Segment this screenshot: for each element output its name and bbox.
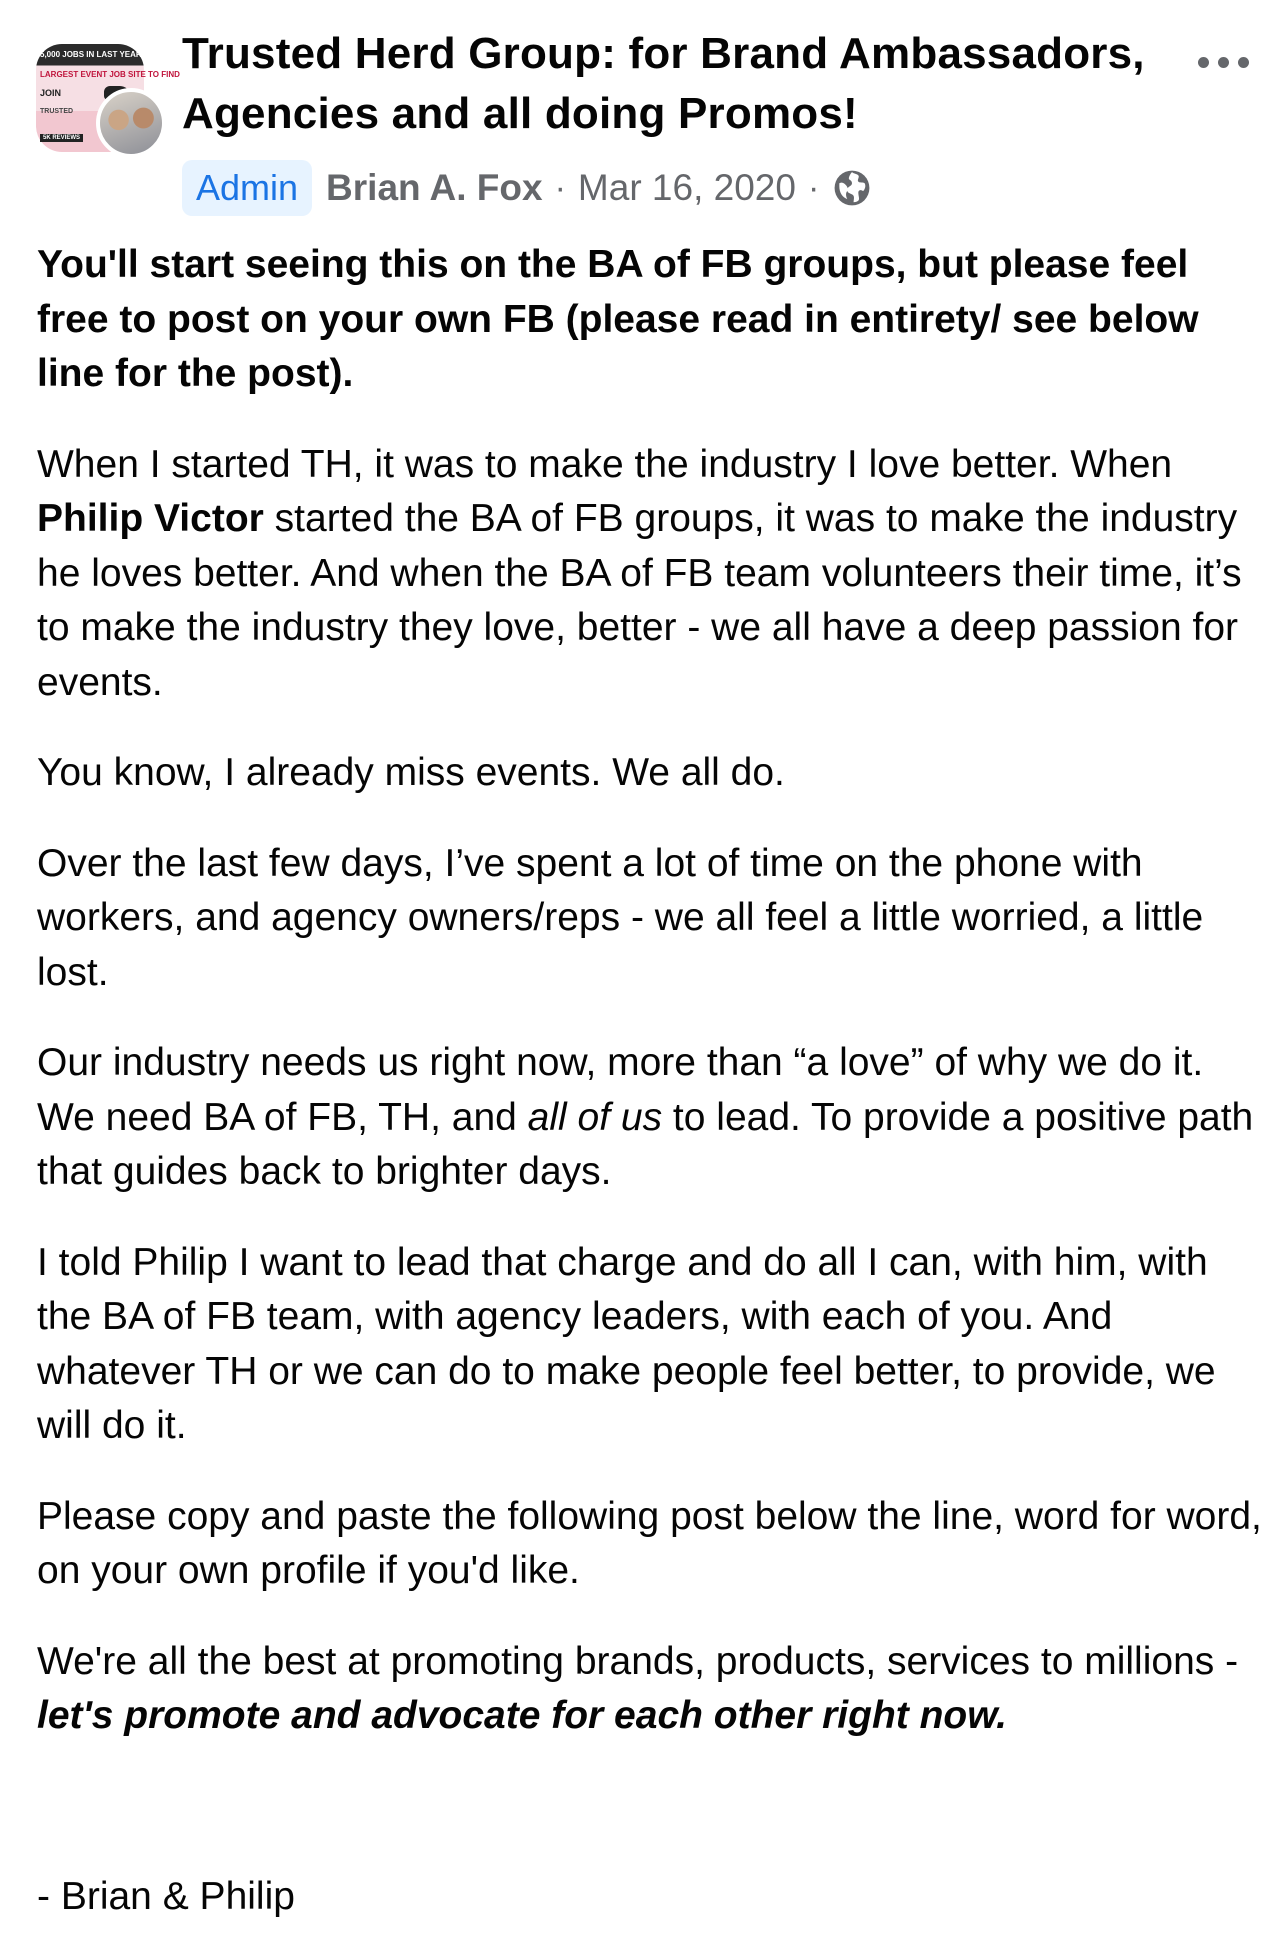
- group-avatar-line: TRUSTED: [40, 108, 74, 115]
- emphasis-text: all of us: [527, 1095, 663, 1139]
- meta-separator: ·: [807, 168, 820, 207]
- more-options-icon[interactable]: [1196, 50, 1252, 74]
- text-span: Our industry needs us right now, more than “a love” of why we do it. We need BA of FB, TH, and: [37, 1041, 1204, 1139]
- post-paragraph: [37, 438, 1267, 711]
- post-paragraph: You know, I already miss events. We all do.: [37, 751, 785, 794]
- admin-badge: Admin: [182, 160, 312, 216]
- group-name-link[interactable]: Trusted Herd Group: for Brand Ambassadors, Agencies and all doing Promos!: [182, 29, 1145, 138]
- post-paragraph: Please copy and paste the following post below the line, word for word, on your own profile if you'd like.: [37, 1494, 1262, 1592]
- globe-icon[interactable]: [833, 169, 871, 207]
- text-span: We're all the best at promoting brands, products, services to millions -: [37, 1639, 1239, 1683]
- meta-separator: ·: [554, 168, 566, 207]
- mention-link[interactable]: Philip Victor: [37, 497, 264, 540]
- post-paragraph: [37, 1635, 1267, 1744]
- author-name-link[interactable]: Brian A. Fox: [326, 167, 543, 208]
- post-signoff: - Brian & Philip: [37, 1874, 295, 1918]
- post-date-link[interactable]: Mar 16, 2020: [577, 167, 796, 208]
- emphasis-text: let's promote and advocate for each other right now.: [37, 1694, 1007, 1737]
- text-span: started the BA of FB groups, it was to make the industry he loves better. And when the BA of FB team volunteers their time, it’s to make the industry they love, better - we all have a deep passion for events.: [37, 497, 1242, 704]
- post-header: [0, 0, 1284, 240]
- text-span: to lead. To provide a positive path that guides back to brighter days.: [37, 1095, 1254, 1193]
- post-paragraph: I told Philip I want to lead that charge and do all I can, with him, with the BA of FB team, with agency leaders, with each of you. And whatever TH or we can do to make people feel better, to provide, we will do it.: [37, 1240, 1216, 1447]
- post-paragraph: [37, 1036, 1267, 1200]
- post-intro: You'll start seeing this on the BA of FB groups, but please feel free to post on your own FB (please read in entirety/ see below line for the post).: [37, 243, 1199, 395]
- group-avatar-line: LARGEST EVENT JOB SITE TO FIND: [40, 70, 180, 79]
- post-body: [37, 238, 1267, 1960]
- post-paragraph: Over the last few days, I’ve spent a lot of time on the phone with workers, and agency owners/reps - we all feel a little worried, a little lost.: [37, 841, 1204, 994]
- group-avatar-line: JOIN: [40, 88, 62, 98]
- group-avatar-line: 5,000 JOBS IN LAST YEAR: [40, 50, 142, 59]
- text-span: When I started TH, it was to make the industry I love better. When: [37, 442, 1173, 486]
- group-avatar-line: 5K REVIEWS: [40, 134, 83, 142]
- post-meta: [182, 158, 871, 218]
- author-avatar[interactable]: [96, 88, 166, 158]
